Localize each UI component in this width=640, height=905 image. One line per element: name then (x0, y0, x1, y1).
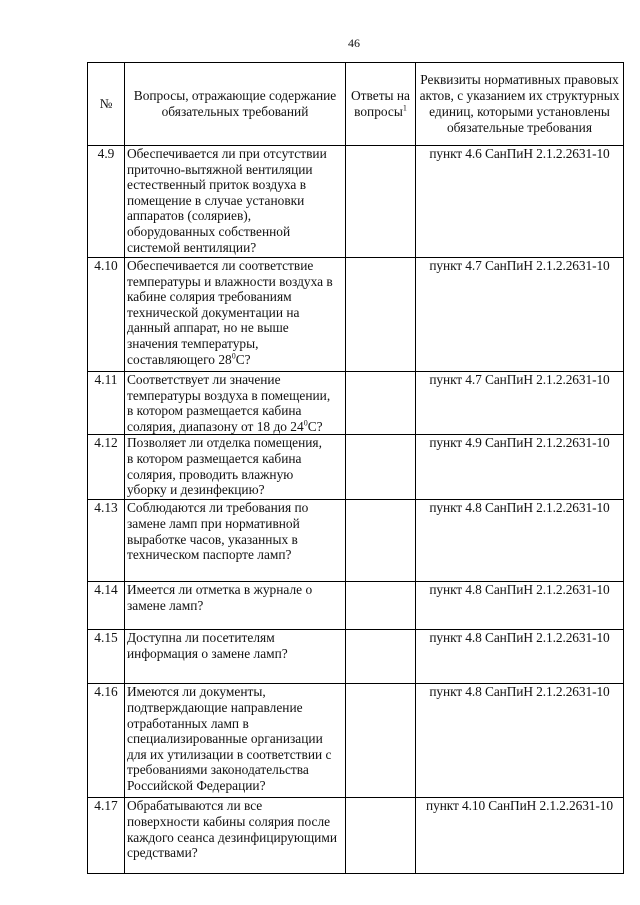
header-number: № (88, 63, 125, 146)
row-question (125, 684, 346, 798)
table-row (88, 146, 624, 258)
row-reference: пункт 4.9 СанПиН 2.1.2.2631-10 (416, 435, 624, 500)
row-question (125, 258, 346, 372)
row-reference: пункт 4.10 СанПиН 2.1.2.2631-10 (416, 798, 624, 874)
row-number: 4.13 (88, 500, 125, 582)
question-text: Имеются ли документы, подтверждающие направление отработанных ламп в специализированные организации для их утилизации в соответствии с требованиями законодательства Российской Федерации? (127, 684, 332, 793)
question-text (127, 372, 343, 434)
row-number: 4.11 (88, 372, 125, 435)
table-row (88, 630, 624, 684)
row-number: 4.17 (88, 798, 125, 874)
row-question (125, 500, 346, 582)
header-answer-label: Ответы на вопросы (350, 87, 410, 119)
table-row (88, 435, 624, 500)
answer-cell[interactable] (346, 630, 416, 684)
row-reference: пункт 4.6 СанПиН 2.1.2.2631-10 (416, 146, 624, 258)
degree-superscript: 0 (231, 351, 236, 361)
answer-cell[interactable] (346, 798, 416, 874)
header-reference: Реквизиты нормативных правовых актов, с указанием их структурных единиц, которыми установлены обязательные требования (416, 63, 624, 146)
table-header-row (88, 63, 624, 146)
page-number: 46 (348, 36, 360, 50)
row-reference: пункт 4.8 СанПиН 2.1.2.2631-10 (416, 630, 624, 684)
question-text: Соблюдаются ли требования по замене ламп при нормативной выработке часов, указанных в техническом паспорте ламп? (127, 500, 309, 563)
row-question (125, 146, 346, 258)
table-row (88, 258, 624, 372)
degree-superscript: 0 (303, 418, 308, 428)
footnote-marker: 1 (402, 103, 407, 113)
table-row (88, 798, 624, 874)
row-reference: пункт 4.8 СанПиН 2.1.2.2631-10 (416, 582, 624, 630)
question-text: Позволяет ли отделка помещения, в котором размещается кабина солярия, проводить влажную уборку и дезинфекцию? (127, 435, 322, 498)
question-text-unit: С? (307, 418, 323, 434)
question-text: Обеспечивается ли при отсутствии приточно-вытяжной вентиляции естественный приток воздуха в помещение в случае установки аппаратов (соляриев), оборудованных собственной системой вентиляции? (127, 146, 327, 255)
row-reference: пункт 4.7 СанПиН 2.1.2.2631-10 (416, 372, 624, 435)
answer-cell[interactable] (346, 372, 416, 435)
row-number: 4.12 (88, 435, 125, 500)
row-question (125, 582, 346, 630)
answer-cell[interactable] (346, 435, 416, 500)
row-question (125, 372, 346, 435)
question-text: Имеется ли отметка в журнале о замене ламп? (127, 582, 313, 613)
answer-cell[interactable] (346, 582, 416, 630)
question-text (127, 258, 343, 367)
row-number: 4.9 (88, 146, 125, 258)
question-text-main: Соответствует ли значение температуры воздуха в помещении, в котором размещается кабина солярия, диапазону от 18 до 24 (127, 372, 331, 434)
requirements-table (87, 62, 624, 874)
row-reference: пункт 4.8 СанПиН 2.1.2.2631-10 (416, 684, 624, 798)
row-question (125, 435, 346, 500)
answer-cell[interactable] (346, 258, 416, 372)
row-reference: пункт 4.8 СанПиН 2.1.2.2631-10 (416, 500, 624, 582)
row-reference: пункт 4.7 СанПиН 2.1.2.2631-10 (416, 258, 624, 372)
table-row (88, 684, 624, 798)
table-row (88, 582, 624, 630)
header-question: Вопросы, отражающие содержание обязательных требований (125, 63, 346, 146)
answer-cell[interactable] (346, 500, 416, 582)
question-text: Обрабатываются ли все поверхности кабины солярия после каждого сеанса дезинфицирующими средствами? (127, 798, 337, 861)
question-text-unit: С? (235, 351, 251, 367)
row-number: 4.15 (88, 630, 125, 684)
row-number: 4.10 (88, 258, 125, 372)
row-question (125, 630, 346, 684)
table-row (88, 500, 624, 582)
table-row (88, 372, 624, 435)
answer-cell[interactable] (346, 684, 416, 798)
answer-cell[interactable] (346, 146, 416, 258)
question-text-main: Обеспечивается ли соответствие температуры и влажности воздуха в кабине солярия требованиям технической документации на данный аппарат, но не выше значения температуры, составляющего 28 (127, 258, 333, 367)
row-number: 4.16 (88, 684, 125, 798)
header-answer (346, 63, 416, 146)
row-question (125, 798, 346, 874)
question-text: Доступна ли посетителям информация о замене ламп? (127, 630, 288, 661)
row-number: 4.14 (88, 582, 125, 630)
